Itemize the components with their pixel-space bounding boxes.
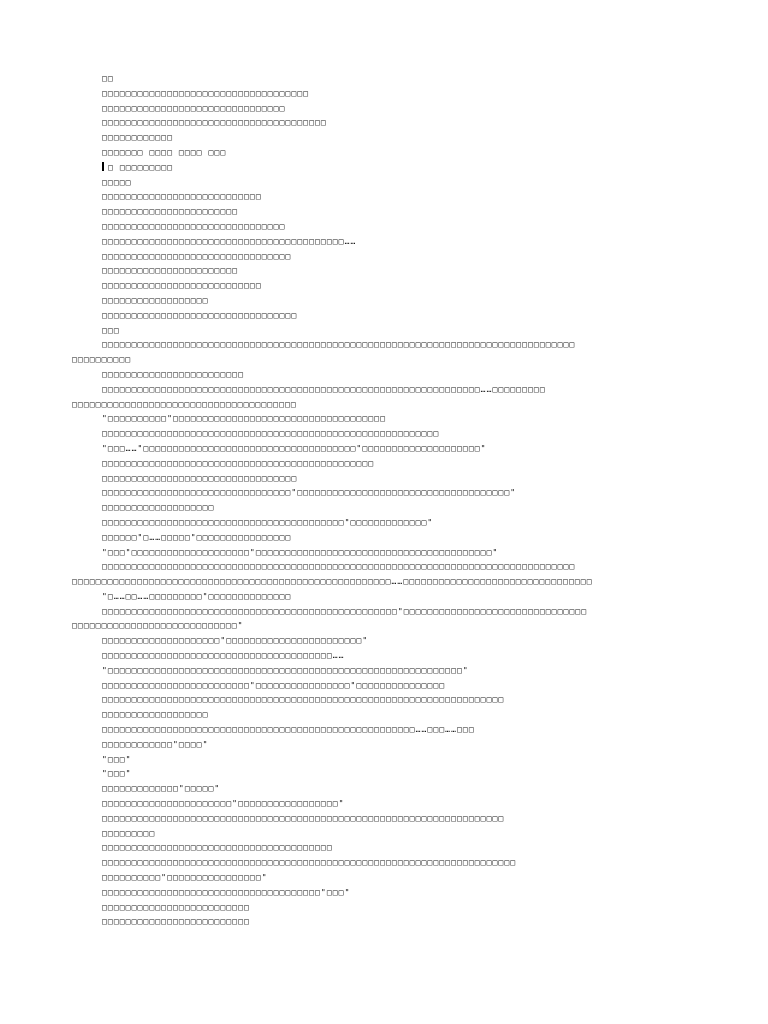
- line-text: □□□□□□□□□□□□□□□□□□□□□□□□□□□□□□□□□□□□□□□□□□□□□□□□□□□□□□□□□□□□□□□□□□□□□□□□□□□□□□□□: [102, 340, 576, 350]
- text-line: [72, 560, 712, 575]
- text-line: [72, 146, 712, 161]
- text-line: [72, 131, 712, 146]
- text-line: [72, 634, 712, 649]
- line-text: □□□□□□□□□□□□□□□□□□□□□□□□: [102, 369, 244, 379]
- line-text: □□□□□□□□□□□□□□□□□□□□□□□□□□□□□□□: [102, 103, 286, 113]
- line-text: □□□□□□□□□□□□□□□□□□□□□□□□□□□□□□□□□□□□□"□□□": [102, 887, 351, 897]
- text-line: [72, 708, 712, 723]
- line-text: □□□□□□□□□□□□□□□□□□□□□□□□□□□: [102, 192, 262, 202]
- text-line: [72, 782, 712, 797]
- line-text: □□□□□□□□□□□□□□□□□□□□□□□□□□□: [102, 281, 262, 291]
- text-line: [72, 383, 712, 398]
- line-text: □□□□□□□□□□□□□□□□□□□□□□□□□□□□□□□□□□□□□□□□□□□□□□□□□□□□□□□□□□□□□□□□□□□□: [102, 695, 505, 705]
- text-line: [72, 279, 712, 294]
- text-line: [72, 590, 712, 605]
- text-line: [72, 368, 712, 383]
- text-line: [72, 812, 712, 827]
- line-text: "□□□□□□□□□□"□□□□□□□□□□□□□□□□□□□□□□□□□□□□□□□□□□□□: [102, 414, 386, 424]
- text-line: [72, 102, 712, 117]
- text-line: [72, 442, 712, 457]
- text-line: [72, 87, 712, 102]
- line-text: □□□□□□□□□□□□□□□□□□□□□□"□□□□□□□□□□□□□□□□□": [102, 799, 345, 809]
- text-line: [72, 915, 712, 930]
- text-line: [72, 797, 712, 812]
- text-line: [72, 220, 712, 235]
- line-text: □□□□□□□□□□□□"□□□□": [102, 739, 209, 749]
- text-line: [72, 546, 712, 561]
- text-line: [72, 161, 712, 176]
- text-line: [72, 664, 712, 679]
- line-text: □□□□□□□□□□□□□□□□□□□□□□□: [102, 266, 239, 276]
- line-text: "□□□": [102, 754, 132, 764]
- line-text: □□□□□□□□□□□□□□□□□□□□□□□□□□□□□□□□: [102, 251, 292, 261]
- line-text: □□□□□□□□□□□□□□□□□□□□□□□□□□□□□□□□□□□□□□□□□□□□□□□□□□□□□□□□□□□□□□□□□□□□□□: [102, 858, 517, 868]
- text-line: [72, 531, 712, 546]
- line-text: □□□□□□□□□□□□□□□□□□□□□□□□□□□□□□□□□□□: [102, 88, 310, 98]
- line-text: □□□□□□□□□□□□□□□□□□□□"□□□□□□□□□□□□□□□□□□□□□□□": [102, 636, 369, 646]
- line-text: □□□□□□□□□□□□□□□□□□□□□□□□□□□□□□□□□□□□□□□……: [102, 651, 345, 661]
- text-line: [72, 841, 712, 856]
- line-text: □□□□□□□□□: [102, 828, 156, 838]
- text-line: [72, 753, 712, 768]
- line-text: □□□□□□□□□□□□□□□□□□□□□□□□□□□□□□□: [102, 221, 286, 231]
- line-text: □□□□□□□□□□□□□□□□□□□□□□□□□□□□□□□□□□□□□□□□□……: [102, 236, 357, 246]
- line-text: □□□□□□□□□□□□□□□□□□□□□□□□□□□□□□□□□: [102, 473, 298, 483]
- line-text: "□……□□……□□□□□□□□□"□□□□□□□□□□□□□□: [102, 591, 292, 601]
- text-line: [72, 619, 712, 634]
- text-line: [72, 871, 712, 886]
- text-line: [72, 886, 712, 901]
- text-line: [72, 738, 712, 753]
- text-line: [72, 679, 712, 694]
- line-text: □□□□□□□□□□□□□□□□□□: [102, 710, 209, 720]
- text-line: [72, 856, 712, 871]
- text-line: [72, 427, 712, 442]
- text-line: [72, 353, 712, 368]
- line-text: □□□□□□□□□□□□□□□□□□□□□□□□□□□□□□□□□□□□□□□: [102, 843, 333, 853]
- text-line: [72, 649, 712, 664]
- text-line: [72, 190, 712, 205]
- line-text: □ □□□□□□□□□: [108, 162, 174, 172]
- text-line: [72, 235, 712, 250]
- line-text: □□□□□□□□□□□□□□□□□□□□□□□□□□□□□□□□□□□□□□□□□□□□□□□□□□□□□□□□□: [102, 429, 440, 439]
- line-text: □□□□□□□□□□□□□□□□□□□□□□□□□□□□□□□□□□□□□□□□□"□□□□□□□□□□□□□": [102, 517, 434, 527]
- line-text: □□□□□□□□□□□□□□□□□□□□□□□: [102, 207, 239, 217]
- text-line: [72, 827, 712, 842]
- line-text: □□□□□□□ □□□□ □□□□ □□□: [102, 147, 227, 157]
- text-line: [72, 901, 712, 916]
- line-text: □□□□□□□□□□□□□□□□□□□: [102, 503, 215, 513]
- text-line: [72, 324, 712, 339]
- line-text: □□□□□□□□□□□□□□□□□□: [102, 295, 209, 305]
- line-text: □□□□□□□□□□□□□□□□□□□□□□□□□□□□□□□□□: [102, 310, 298, 320]
- text-line: [72, 693, 712, 708]
- line-text: "□□□": [102, 769, 132, 779]
- line-text: □□□□□□□□□□□□□□□□□□□□□□□□□□□□□□□□□□□□□□□□□□□□□□□□□□□□□□……□□□□□□□□□□□□□□□□□□□□□□□□□□□□□□□□: [72, 577, 593, 587]
- line-text: □□□□□□□□□□□□□□□□□□□□□□□□□□□□□□□□□□□□□□: [102, 118, 327, 128]
- line-text: □□□□□□□□□□□□□□□□□□□□□□□□□: [102, 902, 250, 912]
- text-line: [72, 457, 712, 472]
- text-line: [72, 309, 712, 324]
- line-text: □□□□□□□□□□"□□□□□□□□□□□□□□□□": [102, 873, 268, 883]
- document-body: [72, 72, 712, 930]
- text-line: [72, 116, 712, 131]
- line-text: □□□□□□□□□□□□□"□□□□□": [102, 784, 221, 794]
- text-line: [72, 398, 712, 413]
- line-text: "□□□□□□□□□□□□□□□□□□□□□□□□□□□□□□□□□□□□□□□□□□□□□□□□□□□□□□□□□□□□": [102, 665, 469, 675]
- text-line: [72, 176, 712, 191]
- line-text: □□□□□□□□□□□□□□□□□□□□□□□□□□□□□□□□□□□□□□□□□□□□□□: [102, 458, 375, 468]
- text-line: [72, 486, 712, 501]
- line-text: □□□□□□□□□□: [72, 355, 132, 365]
- line-text: □□□□□□□□□□□□□□□□□□□□□□□□□"□□□□□□□□□□□□□□□□"□□□□□□□□□□□□□□□: [102, 680, 446, 690]
- line-text: □□□: [102, 325, 120, 335]
- text-line: [72, 412, 712, 427]
- line-text: □□□□□□□□□□□□□□□□□□□□□□□□□□□□□□□□□□□□□□□□□□□□□□□□□□□□□……□□□……□□□: [102, 725, 475, 735]
- line-text: □□□□□□□□□□□□□□□□□□□□□□□□□□□□□□□□□□□□□□□□□□□□□□□□□□□□□□□□□□□□□□□□……□□□□□□□□□: [102, 384, 546, 394]
- text-line: [72, 294, 712, 309]
- text-line: [72, 501, 712, 516]
- text-line: [72, 264, 712, 279]
- line-text: □□□□□□□□□□□□□□□□□□□□□□□□□□□□□□□□□□□□□□□□□□□□□□□□□□□□□□□□□□□□□□□□□□□□: [102, 813, 505, 823]
- text-line: [72, 205, 712, 220]
- line-text: □□□□□□□□□□□□□□□□□□□□□□□□□□□□□□□□"□□□□□□□□□□□□□□□□□□□□□□□□□□□□□□□□□□□□": [102, 488, 517, 498]
- line-text: □□□□□□□□□□□□□□□□□□□□□□□□□□□□□□□□□□□□□□□□□□□□□□□□□□□□□□□□□□□□□□□□□□□□□□□□□□□□□□□□: [102, 562, 576, 572]
- text-line: [72, 575, 712, 590]
- line-text: □□□□□□□□□□□□□□□□□□□□□□□□□□□□□□□□□□□□□□□□□□□□□□□□□□"□□□□□□□□□□□□□□□□□□□□□□□□□□□□□□□: [102, 606, 588, 616]
- line-text: "□□□"□□□□□□□□□□□□□□□□□□□□"□□□□□□□□□□□□□□□□□□□□□□□□□□□□□□□□□□□□□□□□": [102, 547, 499, 557]
- text-cursor-bar: [102, 162, 104, 171]
- text-line: [72, 605, 712, 620]
- text-line: [72, 723, 712, 738]
- line-text: □□□□□□□□□□□□□□□□□□□□□□□□□□□□□□□□□□□□□□: [72, 399, 297, 409]
- text-line: [72, 767, 712, 782]
- line-text: □□□□□□□□□□□□□□□□□□□□□□□□□□□□": [72, 621, 244, 631]
- text-line: [72, 472, 712, 487]
- text-line: [72, 516, 712, 531]
- line-text: □□: [102, 74, 114, 83]
- line-text: □□□□□: [102, 177, 132, 187]
- text-line: [72, 250, 712, 265]
- text-line: [72, 72, 712, 87]
- line-text: "□□□……"□□□□□□□□□□□□□□□□□□□□□□□□□□□□□□□□□□□□"□□□□□□□□□□□□□□□□□□□□": [102, 443, 487, 453]
- line-text: □□□□□□□□□□□□□□□□□□□□□□□□□: [102, 917, 250, 927]
- line-text: □□□□□□"□……□□□□□"□□□□□□□□□□□□□□□□: [102, 532, 292, 542]
- text-line: [72, 338, 712, 353]
- line-text: □□□□□□□□□□□□: [102, 133, 173, 143]
